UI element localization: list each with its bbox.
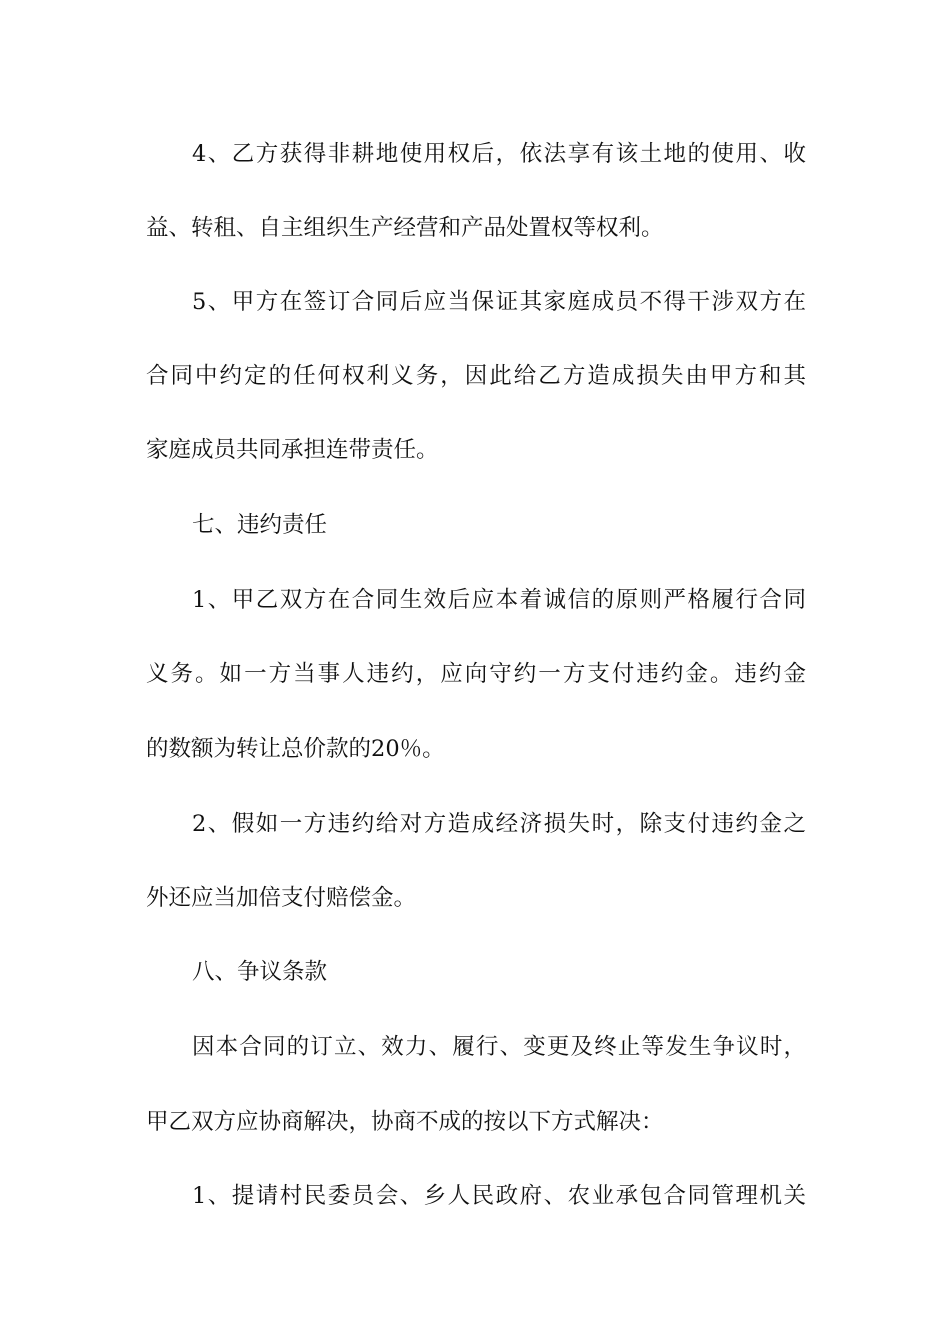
clause-7-1-line-3: 的数额为转让总价款的20％。	[146, 736, 445, 762]
clause-8-1-line-1: 1、提请村民委员会、乡人民政府、农业承包合同管理机关	[192, 1183, 806, 1209]
clause-6-5-line-3: 家庭成员共同承担连带责任。	[146, 437, 439, 463]
clause-6-5-line-1: 5、甲方在签订合同后应当保证其家庭成员不得干涉双方在	[192, 289, 806, 315]
clause-7-2-line-2: 外还应当加倍支付赔偿金。	[146, 885, 417, 911]
clause-7-1-line-1: 1、甲乙双方在合同生效后应本着诚信的原则严格履行合同	[192, 587, 806, 613]
section-heading-dispute-clause: 八、争议条款	[192, 959, 328, 985]
clause-6-5-line-2: 合同中约定的任何权利义务，因此给乙方造成损失由甲方和其	[146, 363, 806, 389]
dispute-intro-line-2: 甲乙双方应协商解决，协商不成的按以下方式解决：	[146, 1109, 664, 1135]
clause-6-4-line-1: 4、乙方获得非耕地使用权后，依法享有该土地的使用、收	[192, 141, 806, 167]
clause-7-2-line-1: 2、假如一方违约给对方造成经济损失时，除支付违约金之	[192, 811, 806, 837]
dispute-intro-line-1: 因本合同的订立、效力、履行、变更及终止等发生争议时，	[192, 1034, 806, 1060]
clause-6-4-line-2: 益、转租、自主组织生产经营和产品处置权等权利。	[146, 215, 664, 241]
clause-7-1-line-2: 义务。如一方当事人违约，应向守约一方支付违约金。违约金	[146, 661, 806, 687]
section-heading-breach-liability: 七、违约责任	[192, 512, 328, 538]
